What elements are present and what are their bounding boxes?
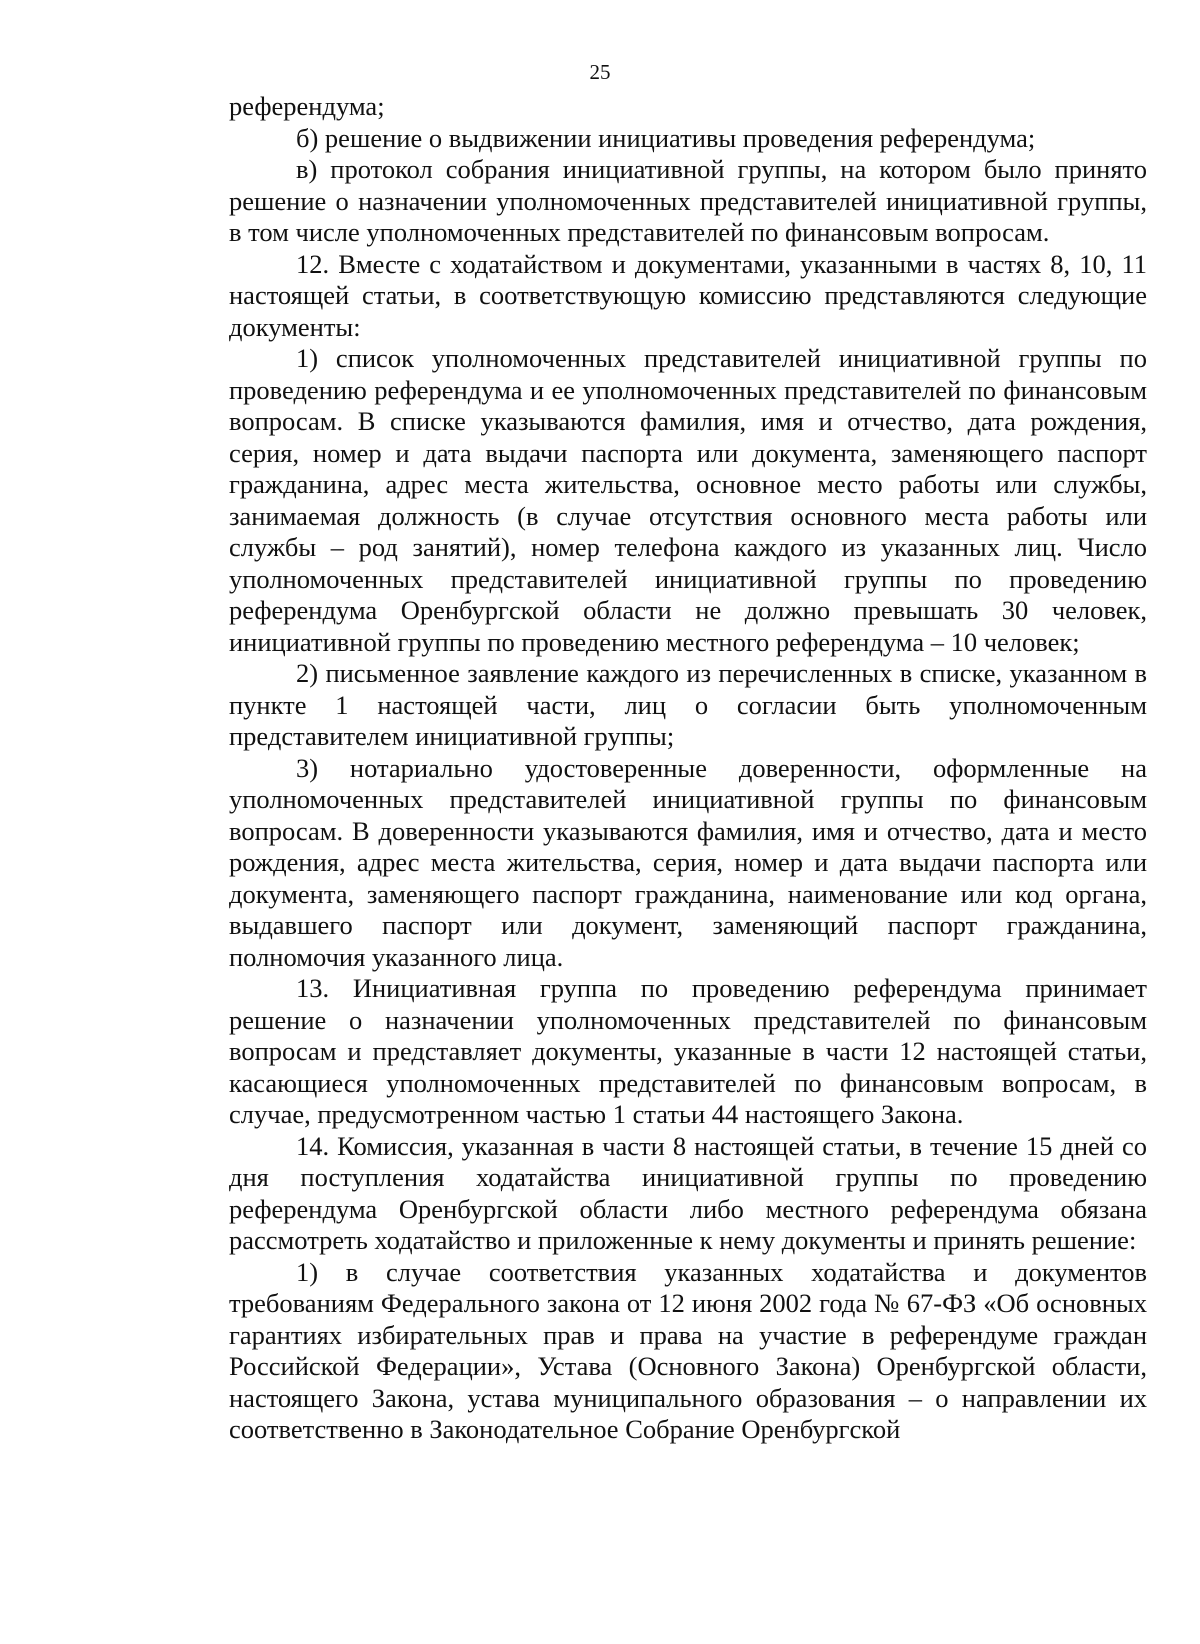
paragraph-5: 2) письменное заявление каждого из перечисленных в списке, указанном в пункте 1 настоящей части, лиц о согласии быть уполномоченным представителем инициативной группы; xyxy=(229,658,1147,751)
document-body xyxy=(229,91,1147,1446)
paragraph-2: в) протокол собрания инициативной группы, на котором было принято решение о назначении уполномоченных представителей инициативной группы, в том числе уполномоченных представителей по финансовым вопросам. xyxy=(229,154,1147,247)
paragraph-3: 12. Вместе с ходатайством и документами, указанными в частях 8, 10, 11 настоящей статьи, в соответствующую комиссию представляются следующие документы: xyxy=(229,248,1147,342)
paragraph-4: 1) список уполномоченных представителей инициативной группы по проведению референдума и ее уполномоченных представителей по финансовым вопросам. В списке указываются фамилия, имя и отчество, дата рождения, серия, номер и дата выдачи паспорта или документа, заменяющего паспорт гражданина, адрес места жительства, основное место работы или службы, занимаемая должность (в случае отсутствия основного места работы или службы – род занятий), номер телефона каждого из указанных лиц. Число уполномоченных представителей инициативной группы по проведению референдума Оренбургской области не должно превышать 30 человек, инициативной группы по проведению местного референдума – 10 человек; xyxy=(229,343,1147,657)
paragraph-1: б) решение о выдвижении инициативы проведения референдума; xyxy=(296,122,1036,153)
paragraph-0: референдума; xyxy=(229,91,385,121)
page-number: 25 xyxy=(589,60,611,84)
paragraph-7: 13. Инициативная группа по проведению референдума принимает решение о назначении уполномоченных представителей по финансовым вопросам и представляет документы, указанные в части 12 настоящей статьи, касающиеся уполномоченных представителей по финансовым вопросам, в случае, предусмотренном частью 1 статьи 44 настоящего Закона. xyxy=(229,973,1147,1129)
paragraph-8: 14. Комиссия, указанная в части 8 настоящей статьи, в течение 15 дней со дня поступления ходатайства инициативной группы по проведению референдума Оренбургской области либо местного референдума обязана рассмотреть ходатайство и приложенные к нему документы и принять решение: xyxy=(229,1130,1147,1255)
paragraph-6: 3) нотариально удостоверенные доверенности, оформленные на уполномоченных представителей инициативной группы по финансовым вопросам. В доверенности указываются фамилия, имя и отчество, дата и место рождения, адрес места жительства, серия, номер и дата выдачи паспорта или документа, заменяющего паспорт гражданина, наименование или код органа, выдавшего паспорт или документ, заменяющий паспорт гражданина, полномочия указанного лица. xyxy=(229,752,1147,972)
paragraph-9: 1) в случае соответствия указанных ходатайства и документов требованиям Федерального закона от 12 июня 2002 года № 67-ФЗ «Об основных гарантиях избирательных прав и права на участие в референдуме граждан Российской Федерации», Устава (Основного Закона) Оренбургской области, настоящего Закона, устава муниципального образования – о направлении их соответственно в Законодательное Собрание Оренбургской xyxy=(229,1256,1147,1444)
